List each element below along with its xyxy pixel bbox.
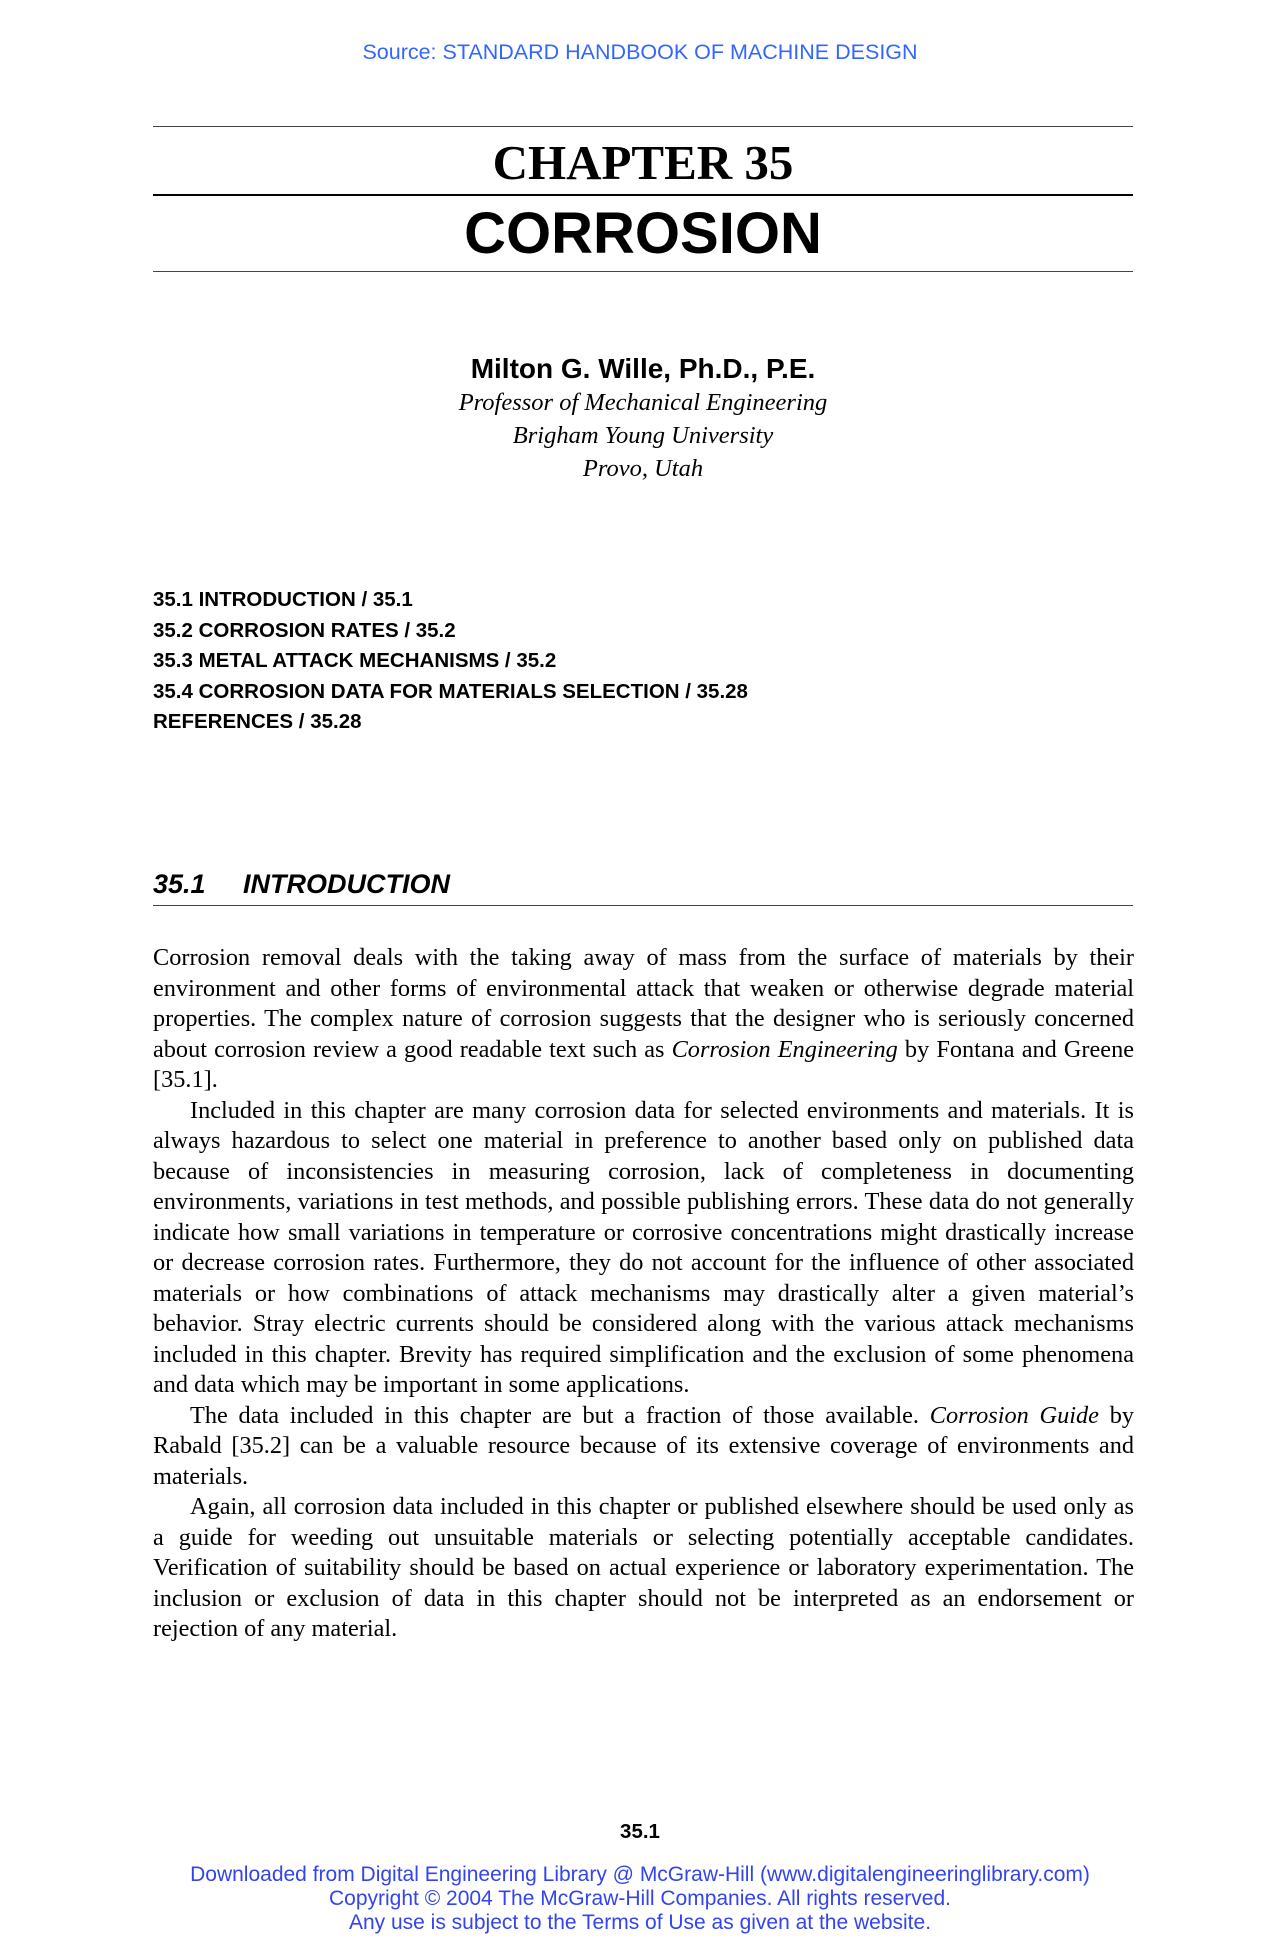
table-of-contents: [153, 585, 1133, 738]
top-rule: [153, 126, 1133, 127]
toc-item: 35.4 CORROSION DATA FOR MATERIALS SELECTION / 35.28: [153, 679, 748, 703]
footer: [0, 1863, 1280, 1935]
author-title: Professor of Mechanical Engineering: [458, 389, 828, 416]
footer-download-link[interactable]: Downloaded from Digital Engineering Library @ McGraw-Hill (www.digitalengineeringlibrary.com): [190, 1863, 1090, 1886]
title-rule: [153, 271, 1133, 272]
footer-terms: Any use is subject to the Terms of Use as given at the website.: [348, 1911, 932, 1934]
chapter-rule: [153, 194, 1133, 196]
toc-item: 35.3 METAL ATTACK MECHANISMS / 35.2: [153, 649, 557, 672]
author-university: Brigham Young University: [512, 422, 774, 449]
section-heading: [153, 866, 1133, 902]
section-rule: [153, 905, 1133, 906]
paragraph: Corrosion removal deals with the taking away of mass from the surface of materials by their environment and other forms of environmental attack that weaken or otherwise degrade material properties. The complex nature of corrosion suggests that the designer who is seriously concerned about corrosion review a good readable text such as Corrosion Engineering by Fontana and Greene [35.1].: [153, 944, 1135, 1093]
body-text: [153, 943, 1134, 1645]
source-line: Source: STANDARD HANDBOOK OF MACHINE DESIGN: [362, 40, 918, 64]
toc-item: REFERENCES / 35.28: [153, 710, 362, 733]
book-title: Corrosion Guide: [929, 1401, 1099, 1429]
paragraph: Again, all corrosion data included in this chapter or published elsewhere should be used only as a guide for weeding out unsuitable materials or selecting potentially acceptable candidates. Verification of suitability should be based on actual experience or laboratory experimentation. The inclusion or exclusion of data in this chapter should not be interpreted as an endorsement or rejection of any material.: [153, 1493, 1134, 1642]
footer-copyright: Copyright © 2004 The McGraw-Hill Companies. All rights reserved.: [329, 1887, 951, 1910]
chapter-label: CHAPTER 35: [492, 135, 794, 190]
toc-item: 35.2 CORROSION RATES / 35.2: [153, 618, 456, 642]
paragraph: The data included in this chapter are but a fraction of those available. Corrosion Guide by Rabald [35.2] can be a valuable resource because of its extensive coverage of environments and materials.: [153, 1401, 1135, 1490]
toc-item: 35.1 INTRODUCTION / 35.1: [153, 588, 413, 611]
section-number: 35.1: [153, 869, 206, 899]
chapter-title: CORROSION: [464, 201, 822, 266]
author-location: Provo, Utah: [582, 455, 704, 482]
book-title: Corrosion Engineering: [671, 1035, 898, 1063]
paragraph: Included in this chapter are many corrosion data for selected environments and materials. It is always hazardous to select one material in preference to another based only on published data because of inconsistencies in measuring corrosion, lack of completeness in documenting environments, variations in test methods, and possible publishing errors. These data do not generally indicate how small variations in temperature or corrosive concentrations might drastically increase or decrease corrosion rates. Furthermore, they do not account for the influence of other associated materials or how combinations of attack mechanisms may drastically alter a given material’s behavior. Stray electric currents should be considered along with the various attack mechanisms included in this chapter. Brevity has required simplification and the exclusion of some phenomena and data which may be important in some applications.: [153, 1096, 1134, 1398]
author-name: Milton G. Wille, Ph.D., P.E.: [470, 353, 816, 384]
section-title: INTRODUCTION: [243, 869, 450, 899]
page-number: 35.1: [620, 1820, 660, 1843]
